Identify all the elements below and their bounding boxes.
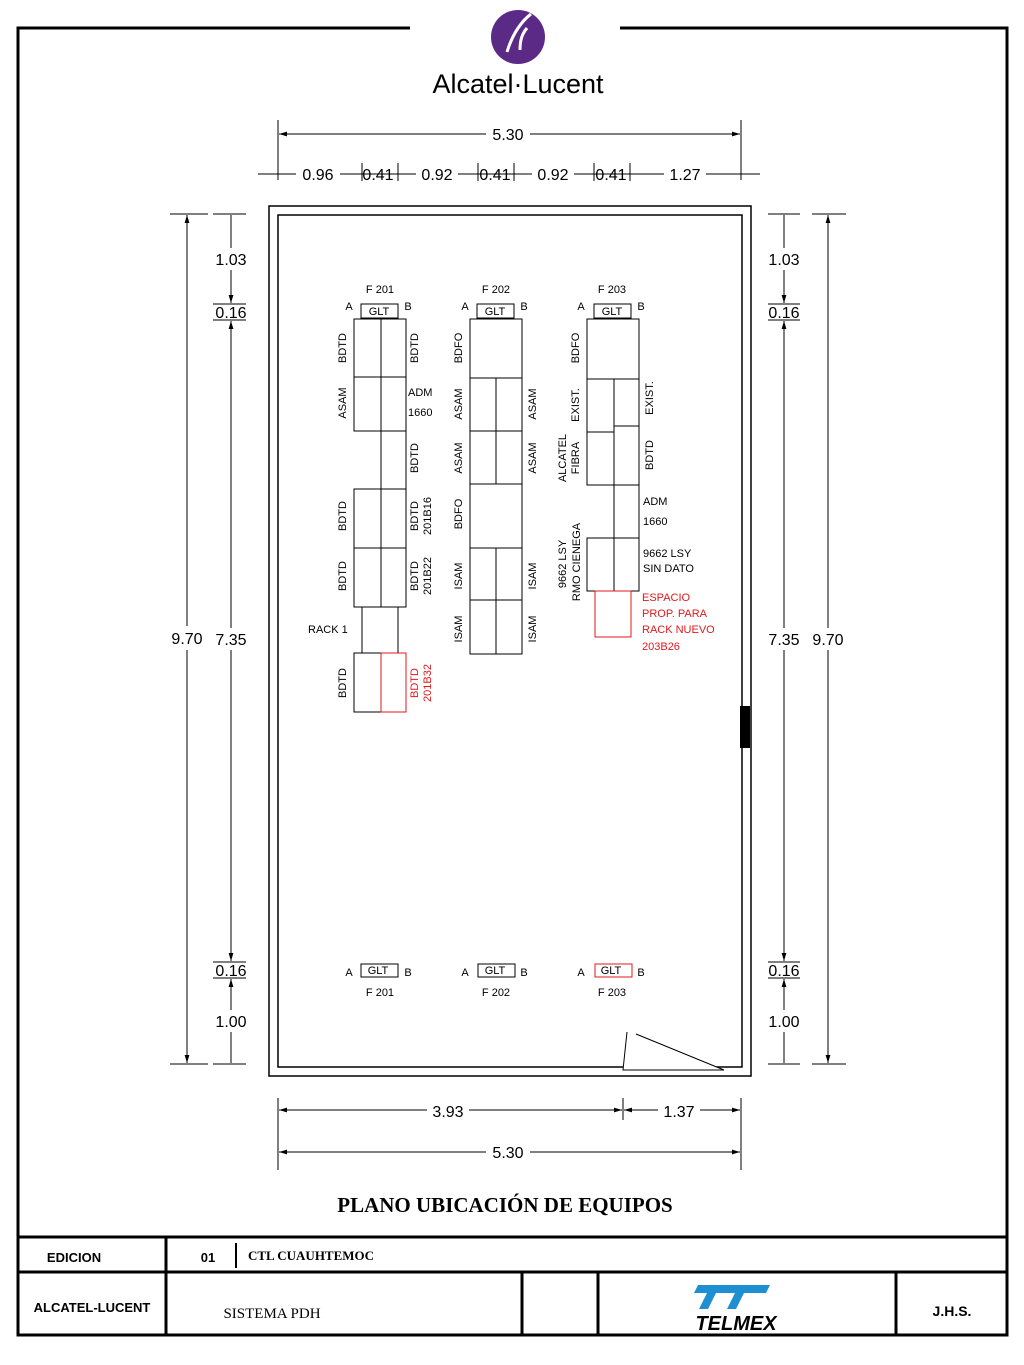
svg-text:201B22: 201B22 [422, 557, 434, 595]
svg-text:BDFO: BDFO [453, 498, 465, 530]
svg-text:BDTD: BDTD [409, 333, 421, 363]
svg-text:F 201: F 201 [365, 987, 395, 999]
svg-text:201B32: 201B32 [422, 664, 434, 702]
svg-text:TELMEX: TELMEX [695, 1313, 777, 1335]
svg-text:BDTD: BDTD [337, 333, 349, 363]
svg-text:ADM: ADM [643, 496, 668, 508]
svg-text:BDTD: BDTD [337, 501, 349, 531]
svg-text:J.H.S.: J.H.S. [932, 1303, 972, 1319]
svg-text:BDFO: BDFO [453, 332, 465, 364]
svg-text:A: A [461, 301, 469, 313]
svg-text:BDTD: BDTD [409, 501, 421, 531]
drawing-title: PLANO UBICACIÓN DE EQUIPOS [337, 1193, 673, 1217]
svg-text:1.00: 1.00 [215, 1014, 247, 1031]
svg-text:F 202: F 202 [481, 987, 511, 999]
wall-opening [740, 706, 750, 748]
svg-text:BDTD: BDTD [337, 668, 349, 698]
svg-text:3.93: 3.93 [432, 1104, 464, 1121]
svg-text:9.70: 9.70 [171, 631, 203, 648]
svg-text:1.37: 1.37 [663, 1104, 695, 1121]
svg-text:BDFO: BDFO [570, 332, 582, 364]
svg-text:FIBRA: FIBRA [570, 441, 582, 475]
svg-text:B: B [637, 301, 645, 313]
svg-text:GLT: GLT [368, 306, 390, 318]
rack-row-f201 [308, 284, 434, 712]
svg-text:0.16: 0.16 [768, 305, 800, 322]
svg-text:BDTD: BDTD [337, 561, 349, 591]
svg-text:BDTD: BDTD [644, 440, 656, 470]
svg-text:201B16: 201B16 [422, 497, 434, 535]
svg-text:0.41: 0.41 [362, 167, 394, 184]
right-dimensions [764, 214, 848, 1064]
svg-text:ALCATEL-LUCENT: ALCATEL-LUCENT [33, 1300, 151, 1315]
bottom-glt-row [345, 964, 644, 999]
svg-text:B: B [520, 301, 528, 313]
svg-text:ASAM: ASAM [337, 387, 349, 419]
svg-text:0.96: 0.96 [302, 167, 334, 184]
svg-text:SIN DATO: SIN DATO [643, 563, 694, 575]
svg-text:SISTEMA PDH: SISTEMA PDH [223, 1306, 321, 1322]
alcatel-lucent-logo [432, 10, 604, 99]
rack-row-f203 [557, 284, 715, 653]
svg-text:EXIST.: EXIST. [570, 388, 582, 422]
svg-text:GLT: GLT [484, 965, 506, 977]
svg-text:1.00: 1.00 [768, 1014, 800, 1031]
svg-text:9662 LSY: 9662 LSY [643, 548, 692, 560]
svg-text:B: B [637, 967, 645, 979]
svg-text:0.16: 0.16 [215, 963, 247, 980]
svg-text:ISAM: ISAM [527, 562, 539, 590]
svg-text:1.27: 1.27 [669, 167, 701, 184]
page-frame [18, 28, 1007, 1335]
proposed-rack-203b26 [595, 591, 631, 637]
svg-text:ASAM: ASAM [453, 442, 465, 474]
svg-text:BDTD: BDTD [409, 443, 421, 473]
svg-text:9662 LSY: 9662 LSY [557, 539, 569, 589]
svg-text:GLT: GLT [600, 965, 622, 977]
svg-text:A: A [577, 301, 585, 313]
svg-text:ALCATEL: ALCATEL [557, 433, 569, 483]
svg-text:EDICION: EDICION [46, 1250, 102, 1265]
top-dimensions [258, 120, 760, 184]
svg-text:ADM: ADM [408, 387, 433, 399]
svg-text:A: A [345, 967, 353, 979]
svg-text:GLT: GLT [484, 306, 506, 318]
svg-text:1.03: 1.03 [768, 252, 800, 269]
rack-1 [362, 607, 398, 653]
proposed-rack-201b32 [381, 653, 406, 712]
svg-text:5.30: 5.30 [492, 127, 524, 144]
svg-text:B: B [520, 967, 528, 979]
svg-text:A: A [461, 967, 469, 979]
svg-text:A: A [577, 967, 585, 979]
svg-text:0.41: 0.41 [595, 167, 627, 184]
svg-text:PROP. PARA: PROP. PARA [642, 608, 708, 620]
svg-text:RACK NUEVO: RACK NUEVO [642, 624, 715, 636]
svg-text:Alcatel·Lucent: Alcatel·Lucent [432, 69, 604, 99]
svg-text:GLT: GLT [367, 965, 389, 977]
svg-text:0.41: 0.41 [479, 167, 511, 184]
svg-text:CTL CUAUHTEMOC: CTL CUAUHTEMOC [248, 1248, 375, 1263]
svg-text:RMO CIENEGA: RMO CIENEGA [571, 522, 583, 602]
svg-text:0.92: 0.92 [421, 167, 453, 184]
svg-text:A: A [345, 301, 353, 313]
svg-text:ESPACIO: ESPACIO [642, 592, 691, 604]
svg-text:F 202: F 202 [481, 284, 511, 296]
svg-text:7.35: 7.35 [215, 632, 247, 649]
svg-text:RACK 1: RACK 1 [308, 624, 348, 636]
svg-text:1660: 1660 [643, 516, 668, 528]
svg-text:F 203: F 203 [597, 987, 627, 999]
bottom-dimensions [278, 1098, 741, 1170]
svg-text:GLT: GLT [601, 306, 623, 318]
door-swing [623, 1032, 724, 1070]
svg-text:7.35: 7.35 [768, 632, 800, 649]
title-block [34, 1238, 972, 1335]
svg-text:5.30: 5.30 [492, 1145, 524, 1162]
svg-text:0.16: 0.16 [215, 305, 247, 322]
svg-text:EXIST.: EXIST. [644, 381, 656, 415]
svg-text:BDTD: BDTD [409, 561, 421, 591]
svg-text:ASAM: ASAM [453, 388, 465, 420]
svg-text:0.92: 0.92 [537, 167, 569, 184]
svg-text:ASAM: ASAM [527, 442, 539, 474]
telmex-logo [694, 1285, 778, 1335]
svg-text:F 201: F 201 [365, 284, 395, 296]
svg-text:ISAM: ISAM [453, 562, 465, 590]
svg-text:ISAM: ISAM [527, 615, 539, 643]
svg-text:B: B [404, 301, 412, 313]
rack-row-f202 [453, 284, 539, 654]
svg-text:ASAM: ASAM [527, 388, 539, 420]
left-dimensions [167, 214, 251, 1064]
svg-text:BDTD: BDTD [409, 668, 421, 698]
svg-text:1.03: 1.03 [215, 252, 247, 269]
svg-text:9.70: 9.70 [812, 632, 844, 649]
svg-text:203B26: 203B26 [642, 641, 680, 653]
svg-text:ISAM: ISAM [453, 615, 465, 643]
svg-text:1660: 1660 [408, 407, 433, 419]
svg-text:01: 01 [200, 1250, 216, 1265]
svg-text:B: B [404, 967, 412, 979]
svg-text:F 203: F 203 [597, 284, 627, 296]
svg-text:0.16: 0.16 [768, 963, 800, 980]
